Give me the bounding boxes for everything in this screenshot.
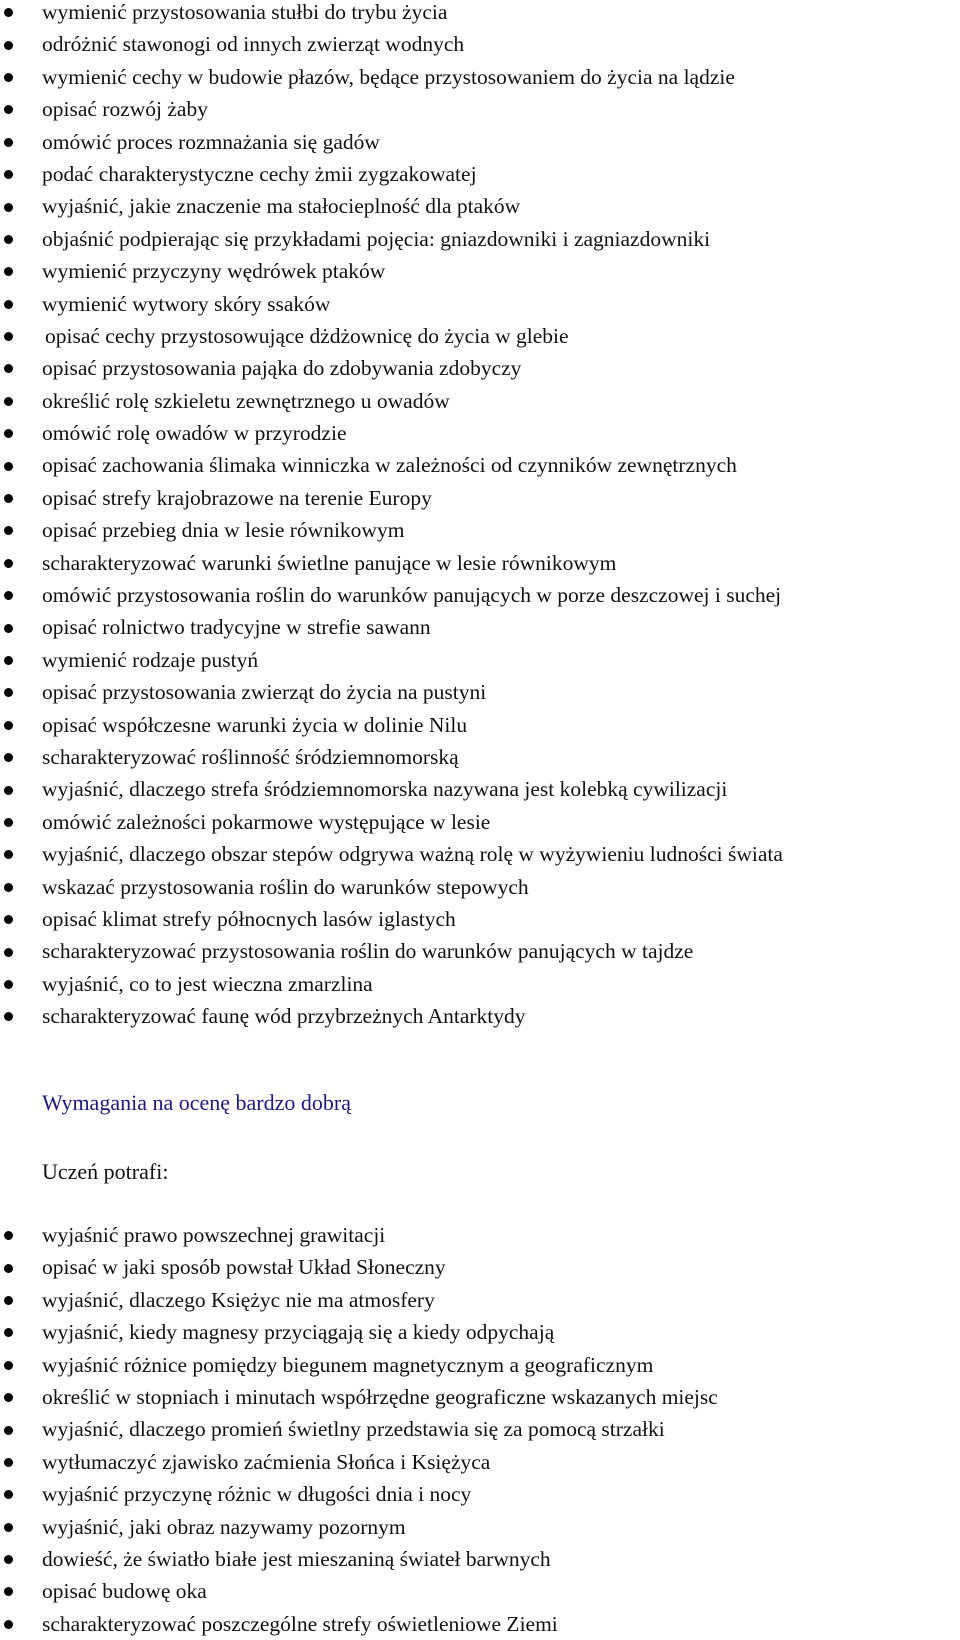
list-item [0, 61, 960, 93]
bullet-icon [4, 300, 13, 309]
list-item-text: scharakteryzować faunę wód przybrzeżnych Antarktydy [42, 1004, 526, 1029]
list-item [0, 903, 960, 935]
bullet-icon [4, 1523, 13, 1532]
bullet-icon [4, 656, 13, 665]
bullet-icon [4, 721, 13, 730]
list-item-text: wymienić cechy w budowie płazów, będące przystosowaniem do życia na lądzie [42, 64, 735, 89]
list-item [0, 449, 960, 481]
list-item [0, 611, 960, 643]
list-item [0, 935, 960, 967]
list-item-text: opisać cechy przystosowujące dżdżownicę do życia w glebie [45, 323, 569, 348]
requirements-list-very-good [0, 1219, 960, 1640]
list-item-text: omówić przystosowania roślin do warunków panujących w porze deszczowej i suchej [42, 583, 782, 608]
list-item [0, 482, 960, 514]
list-item [0, 158, 960, 190]
bullet-icon [4, 980, 13, 989]
list-item-text: wymienić przyczyny wędrówek ptaków [42, 259, 386, 284]
list-item [0, 838, 960, 870]
bullet-icon [4, 73, 13, 82]
bullet-icon [4, 1620, 13, 1629]
section-heading: Wymagania na ocenę bardzo dobrą [42, 1090, 351, 1115]
bullet-icon [4, 105, 13, 114]
bullet-icon [4, 267, 13, 276]
bullet-icon [4, 591, 13, 600]
bullet-icon [4, 41, 13, 50]
list-item-text: wyjaśnić, dlaczego Księżyc nie ma atmosfery [42, 1287, 435, 1312]
bullet-icon [4, 170, 13, 179]
list-item-text: wyjaśnić, dlaczego promień świetlny przedstawia się za pomocą strzałki [42, 1417, 665, 1442]
list-item-text: opisać w jaki sposób powstał Układ Słoneczny [42, 1255, 446, 1280]
bullet-icon [4, 1426, 13, 1435]
list-item-text: omówić rolę owadów w przyrodzie [42, 421, 347, 446]
bullet-icon [4, 526, 13, 535]
list-item-text: wyjaśnić, jaki obraz nazywamy pozornym [42, 1514, 406, 1539]
list-item [0, 288, 960, 320]
list-item-text: opisać przystosowania pająka do zdobywania zdobyczy [42, 356, 522, 381]
list-item-text: wyjaśnić, dlaczego strefa śródziemnomorska nazywana jest kolebką cywilizacji [42, 777, 728, 802]
bullet-icon [4, 786, 13, 795]
bullet-icon [4, 8, 13, 17]
bullet-icon [4, 688, 13, 697]
list-item-text: odróżnić stawonogi od innych zwierząt wodnych [42, 32, 465, 57]
list-item-text: opisać klimat strefy północnych lasów iglastych [42, 906, 456, 931]
list-item-text: wyjaśnić przyczynę różnic w długości dnia i nocy [42, 1482, 472, 1507]
list-item-text: wyjaśnić, jakie znaczenie ma stałocieplność dla ptaków [42, 194, 521, 219]
list-item [0, 547, 960, 579]
list-item-text: wyjaśnić prawo powszechnej grawitacji [42, 1223, 386, 1247]
list-item-text: podać charakterystyczne cechy żmii zygzakowatej [42, 161, 477, 186]
list-item-text: omówić proces rozmnażania się gadów [42, 129, 380, 154]
list-item-text: scharakteryzować roślinność śródziemnomorską [42, 744, 459, 769]
list-item [0, 676, 960, 708]
bullet-icon [4, 1393, 13, 1402]
list-item-text: wskazać przystosowania roślin do warunków stepowych [42, 874, 529, 899]
list-item [0, 514, 960, 546]
list-item-text: omówić zależności pokarmowe występujące w lesie [42, 809, 491, 834]
bullet-icon [4, 1361, 13, 1370]
list-item-text: scharakteryzować warunki świetlne panujące w lesie równikowym [42, 550, 617, 575]
bullet-icon [4, 1328, 13, 1337]
bullet-icon [4, 462, 13, 471]
bullet-icon [4, 818, 13, 827]
list-item [0, 1219, 960, 1251]
list-item [0, 1608, 960, 1640]
list-item-text: wyjaśnić różnice pomiędzy biegunem magnetycznym a geograficznym [42, 1352, 654, 1377]
list-item [0, 0, 960, 28]
list-item [0, 741, 960, 773]
list-item [0, 871, 960, 903]
list-item-text: wymienić przystosowania stułbi do trybu życia [42, 0, 448, 24]
list-item [0, 320, 960, 352]
section-intro: Uczeń potrafi: [42, 1159, 169, 1184]
bullet-icon [4, 429, 13, 438]
bullet-icon [4, 138, 13, 147]
list-item-text: opisać budowę oka [42, 1579, 207, 1604]
list-item [0, 806, 960, 838]
list-item-text: opisać przystosowania zwierząt do życia na pustyni [42, 680, 487, 705]
list-item [0, 255, 960, 287]
bullet-icon [4, 559, 13, 568]
list-item-text: wyjaśnić, co to jest wieczna zmarzlina [42, 971, 373, 996]
bullet-icon [4, 1231, 13, 1240]
bullet-icon [4, 1458, 13, 1467]
list-item [0, 1349, 960, 1381]
bullet-icon [4, 1587, 13, 1596]
list-item-text: opisać zachowania ślimaka winniczka w zależności od czynników zewnętrznych [42, 453, 737, 478]
list-item-text: wytłumaczyć zjawisko zaćmienia Słońca i Księżyca [42, 1449, 491, 1474]
list-item [0, 93, 960, 125]
list-item [0, 1284, 960, 1316]
list-item-text: opisać rolnictwo tradycyjne w strefie sawann [42, 615, 431, 640]
list-item [0, 709, 960, 741]
list-item [0, 190, 960, 222]
list-item-text: wymienić rodzaje pustyń [42, 647, 259, 672]
bullet-icon [4, 1490, 13, 1499]
list-item [0, 223, 960, 255]
list-item-text: dowieść, że światło białe jest mieszaniną świateł barwnych [42, 1546, 551, 1571]
list-item-text: opisać strefy krajobrazowe na terenie Europy [42, 485, 432, 510]
list-item [0, 579, 960, 611]
list-item [0, 1446, 960, 1478]
list-item [0, 1478, 960, 1510]
list-item-text: wyjaśnić, dlaczego obszar stepów odgrywa ważną rolę w wyżywieniu ludności świata [42, 842, 783, 867]
bullet-icon [4, 1264, 13, 1273]
list-item [0, 1316, 960, 1348]
bullet-icon [4, 1555, 13, 1564]
list-item-text: opisać przebieg dnia w lesie równikowym [42, 518, 405, 543]
list-item-text: opisać współczesne warunki życia w dolinie Nilu [42, 712, 468, 737]
bullet-icon [4, 883, 13, 892]
list-item [0, 1000, 960, 1032]
list-item-text: opisać rozwój żaby [42, 97, 208, 122]
list-item [0, 1575, 960, 1607]
bullet-icon [4, 753, 13, 762]
list-item [0, 1413, 960, 1445]
list-item [0, 644, 960, 676]
list-item [0, 126, 960, 158]
bullet-icon [4, 915, 13, 924]
list-item [0, 1543, 960, 1575]
list-item [0, 1511, 960, 1543]
list-item [0, 1381, 960, 1413]
list-item-text: określić w stopniach i minutach współrzędne geograficzne wskazanych miejsc [42, 1384, 718, 1409]
bullet-icon [4, 850, 13, 859]
list-item [0, 352, 960, 384]
list-item-text: scharakteryzować poszczególne strefy oświetleniowe Ziemi [42, 1611, 558, 1636]
bullet-icon [4, 1012, 13, 1021]
bullet-icon [4, 1296, 13, 1305]
bullet-icon [4, 397, 13, 406]
list-item-text: objaśnić podpierając się przykładami pojęcia: gniazdowniki i zagniazdowniki [42, 226, 711, 251]
list-item [0, 385, 960, 417]
bullet-icon [4, 624, 13, 633]
list-item-text: wyjaśnić, kiedy magnesy przyciągają się a kiedy odpychają [42, 1320, 555, 1345]
bullet-icon [4, 235, 13, 244]
list-item-text: wymienić wytwory skóry ssaków [42, 291, 331, 316]
list-item [0, 1251, 960, 1283]
list-item [0, 28, 960, 60]
list-item [0, 968, 960, 1000]
bullet-icon [4, 948, 13, 957]
list-item [0, 417, 960, 449]
bullet-icon [4, 494, 13, 503]
list-item-text: scharakteryzować przystosowania roślin do warunków panujących w tajdze [42, 939, 694, 964]
list-item [0, 773, 960, 805]
bullet-icon [4, 364, 13, 373]
list-item-text: określić rolę szkieletu zewnętrznego u owadów [42, 388, 450, 413]
bullet-icon [4, 332, 13, 341]
bullet-icon [4, 203, 13, 212]
